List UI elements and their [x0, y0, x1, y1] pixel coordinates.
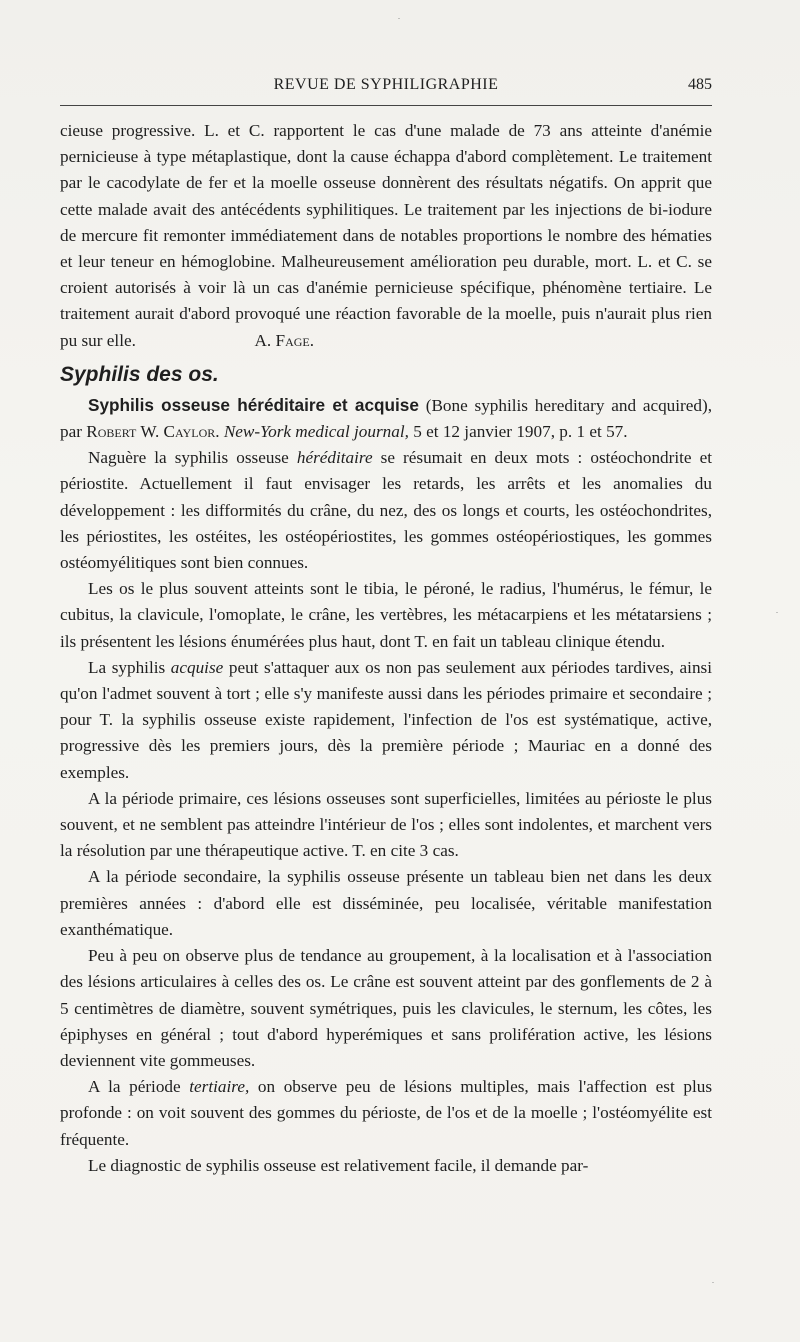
paragraph-primary-period: A la période primaire, ces lésions osseuses sont superficielles, limitées au périoste le plus souvent, et ne semblent pas atteindre l'intérieur de l'os ; elles sont indolentes, et marchent vers la résolution par une thérapeutique active. T. en cite 3 cas. — [60, 788, 712, 861]
emphasis-acquired: acquise — [170, 657, 224, 677]
reference-author: Robert W. Caylor. — [86, 422, 220, 442]
paragraph-text: La syphilis — [88, 657, 166, 677]
intro-text: cieuse progressive. L. et C. rapportent le cas d'une malade de 73 ans atteinte d'anémie pernicieuse à type métaplastique, dont la cause échappa d'abord complètement. Le traitement par le cacodylate de fer et la moelle osseuse donnèrent des résultats négatifs. On apprit que cette malade avait des antécédents syphilitiques. Le traitement par les injections de bi-iodure de mercure fit remonter immédiatement dans de notables proportions le nombre des hématies et leur teneur en hémoglobine. Malheureusement amélioration peu durable, mort. L. et C. se croient autorisés à voir là un cas d'anémie pernicieuse spécifique, phénomène tertiaire. Le traitement aurait d'abord provoqué une réaction favorable de la moelle, puis n'aurait plus rien pu sur elle. — [60, 121, 712, 350]
paper-speck — [712, 1282, 714, 1283]
emphasis-hereditary: héréditaire — [296, 448, 373, 468]
paragraph-text: A la période — [88, 1077, 181, 1097]
reference-title: Syphilis osseuse héréditaire et acquise — [88, 394, 419, 415]
header-rule — [60, 105, 712, 106]
paragraph-bones: Les os le plus souvent atteints sont le tibia, le péroné, le radius, l'humérus, le fémur, le cubitus, la clavicule, l'omoplate, le crâne, les vertèbres, les métacarpiens et les métatarsiens ; ils présentent les lésions énumérées plus haut, dont T. en fait un tableau clinique étendu. — [60, 579, 712, 651]
page-header — [60, 72, 712, 102]
paper-speck — [776, 612, 778, 613]
paragraph-text: Naguère la syphilis osseuse — [88, 448, 289, 468]
author-signature: A. Fage. — [254, 330, 315, 350]
page-number: 485 — [688, 76, 712, 93]
paragraph-tertiary-period — [60, 1074, 712, 1153]
paragraph-acquired — [60, 655, 712, 786]
paper-speck — [398, 18, 400, 19]
paragraph-secondary-period: A la période secondaire, la syphilis osseuse présente un tableau bien net dans les deux premières années : d'abord elle est disséminée, peu localisée, véritable manifestation exanthématique. — [60, 867, 712, 939]
section-title: Syphilis des os. — [60, 362, 219, 386]
paragraph-text: on observe peu de lésions multiples, mais l'affection est plus profonde : on voit souvent des gommes du périoste, de l'os et de la moelle ; l'ostéomyélite est fréquente. — [60, 1077, 713, 1149]
article-body — [60, 118, 712, 1179]
reference-citation — [60, 392, 712, 445]
emphasis-tertiary: tertiaire, — [189, 1077, 250, 1097]
paragraph-text: peut s'attaquer aux os non pas seulement aux périodes tardives, ainsi qu'on l'admet souvent à tort ; elle s'y manifeste aussi dans les périodes primaire et secondaire ; pour T. la syphilis osseuse existe rapidement, l'infection de l'os est systématique, active, progressive dès les premiers jours, dès la première période ; Mauriac en a donné des exemples. — [60, 657, 712, 782]
paragraph-text: se résumait en deux mots : ostéochondrite et périostite. Actuellement il faut envisager les retards, les arrêts et les anomalies du développement : les difformités du crâne, du nez, des os longs et courts, les ostéochondrites, les périostites, les ostéites, les ostéopériostites, les gommes ostéopériostiques, les gommes ostéomyélitiques sont bien connues. — [60, 448, 712, 573]
paragraph-diagnosis: Le diagnostic de syphilis osseuse est relativement facile, il demande par- — [88, 1155, 589, 1175]
paragraph-hereditary — [60, 445, 712, 576]
reference-date: 5 et 12 janvier 1907, p. 1 et 57. — [413, 422, 628, 442]
running-title: REVUE DE SYPHILIGRAPHIE — [273, 76, 499, 93]
paragraph-grouping: Peu à peu on observe plus de tendance au groupement, à la localisation et à l'association des lésions articulaires à celles des os. Le crâne est souvent atteint par des gonflements de 2 à 5 centimètres de diamètre, souvent symétriques, puis les clavicules, le sternum, les côtes, les épiphyses en général ; tout d'abord hyperémiques et sans prolifération active, les lésions deviennent vite gommeuses. — [60, 946, 712, 1070]
reference-english-title: (Bone syphilis hereditary and acquired), par — [60, 395, 713, 442]
reference-journal: New-York medical journal, — [223, 422, 409, 442]
intro-paragraph — [60, 118, 712, 354]
